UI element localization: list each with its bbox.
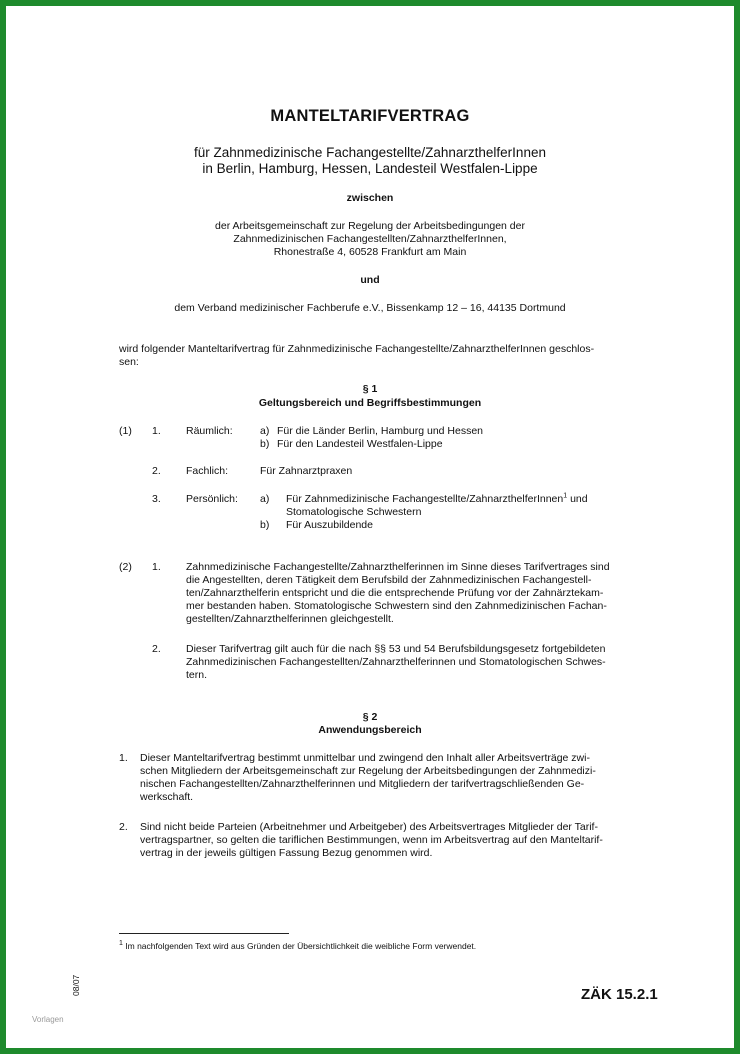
footnote-separator: [119, 933, 289, 934]
subtitle-line-2: in Berlin, Hamburg, Hessen, Landesteil Westfalen-Lippe: [202, 161, 538, 176]
item-number: 1.: [152, 425, 161, 437]
text-line: Zahnmedizinische Fachangestellte/Zahnarzthelferinnen im Sinne dieses Tarifvertrages sind: [186, 561, 610, 573]
paragraph-2-item-2-text: [186, 643, 666, 682]
sub-text-line-2: Stomatologische Schwestern: [286, 506, 422, 518]
section-2-title: Anwendungsbereich: [318, 724, 422, 736]
item-number: 3.: [152, 493, 161, 505]
sub-letter: b): [260, 438, 270, 450]
text-line: tern.: [186, 669, 208, 681]
text-line: vertragspartner, so gelten die tariflichen Bestimmungen, wenn im Arbeitsvertrag auf den Manteltarif-: [140, 834, 603, 846]
item-number: 2.: [152, 643, 161, 655]
section-1-title: Geltungsbereich und Begriffsbestimmungen: [258, 397, 482, 409]
footnote-reference: 1: [563, 492, 568, 500]
intro-line-2: sen:: [119, 356, 139, 368]
footnote-mark: 1: [119, 940, 123, 948]
text-line: mer bestanden haben. Stomatologische Schwestern sind den Zahnmedizinischen Fachan-: [186, 600, 607, 612]
item-number: 1.: [152, 561, 161, 573]
sub-text: Für den Landesteil Westfalen-Lippe: [277, 438, 443, 450]
und-label: und: [360, 274, 380, 286]
item-number: 2.: [152, 465, 161, 477]
item-term: Fachlich:: [186, 465, 229, 477]
item-term: Räumlich:: [186, 425, 233, 437]
section-2-number: § 2: [362, 711, 378, 723]
side-date: 08/07: [71, 974, 81, 996]
text-line: schen Mitgliedern der Arbeitsgemeinschaft zur Regelung der Arbeitsbedingungen der Zahnmedizi-: [140, 765, 596, 777]
text-line: vertrag in der jeweils gültigen Fassung Bezug genommen wird.: [140, 847, 433, 859]
sub-letter: b): [260, 519, 270, 531]
section-2-item-1-text: [140, 752, 667, 804]
sub-letter: a): [260, 425, 270, 437]
zwischen-label: zwischen: [346, 192, 394, 204]
party1-line-3: Rhonestraße 4, 60528 Frankfurt am Main: [273, 246, 467, 258]
subtitle-line-1: für Zahnmedizinische Fachangestellte/ZahnarzthelferInnen: [194, 145, 546, 160]
footnote-text: Im nachfolgenden Text wird aus Gründen der Übersichtlichkeit die weibliche Form verwendet.: [125, 941, 477, 951]
item-number: 2.: [119, 821, 128, 833]
section-2-item-2-text: [140, 821, 667, 860]
text-line: Dieser Tarifvertrag gilt auch für die nach §§ 53 und 54 Berufsbildungsgesetz fortgebildeten: [186, 643, 606, 655]
paragraph-1-label: (1): [119, 425, 132, 437]
text-line: Dieser Manteltarifvertrag bestimmt unmittelbar und zwingend den Inhalt aller Arbeitsverträge zwi-: [140, 752, 590, 764]
item-text: Für Zahnarztpraxen: [260, 465, 353, 477]
text-line: nischen Fachangestellten/Zahnarzthelferinnen und Mitgliedern der tarifvertragschließenden Ge-: [140, 778, 585, 790]
item-term: Persönlich:: [186, 493, 238, 505]
text-line: Zahnmedizinischen Fachangestellten/Zahnarzthelferinnen und Stomatologischen Schwes-: [186, 656, 606, 668]
sub-text-with-footnote: [286, 493, 588, 506]
sub-letter: a): [260, 493, 270, 505]
party2-line: dem Verband medizinischer Fachberufe e.V., Bissenkamp 12 – 16, 44135 Dortmund: [174, 302, 566, 314]
item-number: 1.: [119, 752, 128, 764]
text-line: Sind nicht beide Parteien (Arbeitnehmer und Arbeitgeber) des Arbeitsvertrages Mitglieder der Tarif-: [140, 821, 598, 833]
sub-text-suffix: und: [567, 493, 588, 505]
text-line: ten/Zahnarzthelferin entspricht und die die entsprechende Prüfung vor der Zahnärztekam-: [186, 587, 604, 599]
section-1-number: § 1: [362, 383, 378, 395]
sub-text: Für Zahnmedizinische Fachangestellte/ZahnarzthelferInnen: [286, 493, 564, 505]
watermark: Vorlagen: [32, 1015, 64, 1024]
document-code: ZÄK 15.2.1: [581, 986, 658, 1003]
sub-text: Für die Länder Berlin, Hamburg und Hessen: [277, 425, 484, 437]
paragraph-2-label: (2): [119, 561, 132, 573]
text-line: gestellten/Zahnarzthelferinnen gleichgestellt.: [186, 613, 394, 625]
footnote: [119, 940, 476, 953]
text-line: werkschaft.: [140, 791, 194, 803]
intro-line-1: wird folgender Manteltarifvertrag für Zahnmedizinische Fachangestellte/ZahnarzthelferInnen geschlos-: [119, 343, 595, 355]
party1-line-2: Zahnmedizinischen Fachangestellten/ZahnarzthelferInnen,: [233, 233, 507, 245]
party1-line-1: der Arbeitsgemeinschaft zur Regelung der Arbeitsbedingungen der: [215, 220, 525, 232]
document-title: MANTELTARIFVERTRAG: [270, 107, 470, 125]
text-line: die Angestellten, deren Tätigkeit dem Berufsbild der Zahnmedizinischen Fachangestell-: [186, 574, 592, 586]
sub-text: Für Auszubildende: [286, 519, 373, 531]
paragraph-2-item-1-text: [186, 561, 666, 626]
